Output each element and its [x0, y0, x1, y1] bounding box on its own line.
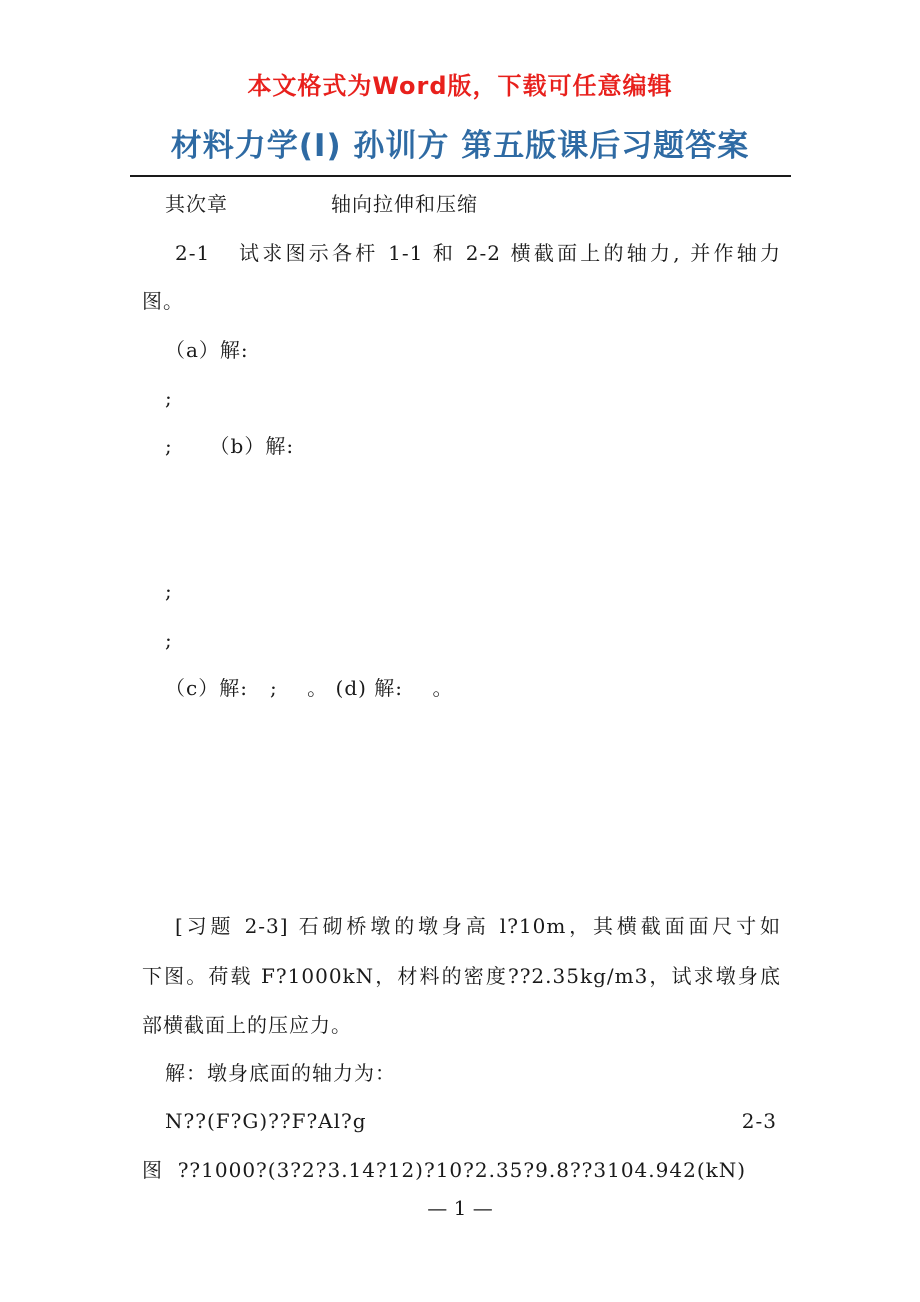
- header-divider: [130, 175, 791, 177]
- semicolon-line: ;: [165, 628, 173, 652]
- document-title: 材料力学(I) 孙训方 第五版课后习题答案: [170, 128, 750, 164]
- solution-intro: 解：墩身底面的轴力为：: [165, 1061, 396, 1085]
- solution-b-label: ; （b）解:: [165, 434, 295, 458]
- equation-axial-force: N??(F?G)??F?Al?g: [165, 1109, 367, 1133]
- problem-2-3-line2: 下图。荷载 F?1000kN，材料的密度??2.35kg/m3，试求墩身底: [142, 964, 781, 988]
- chapter-heading: 其次章 轴向拉伸和压缩: [165, 192, 479, 216]
- equation-result: 图 ??1000?(3?2?3.14?12)?10?2.35?9.8??3104.942(kN): [142, 1158, 747, 1182]
- page-number: — 1 —: [427, 1196, 493, 1220]
- figure-label: 2-3: [741, 1109, 777, 1133]
- semicolon-line: ;: [165, 386, 173, 410]
- semicolon-line: ;: [165, 579, 173, 603]
- solution-a-label: （a）解:: [165, 338, 249, 362]
- problem-2-3-line1: [习题 2-3] 石砌桥墩的墩身高 l?10m，其横截面面尺寸如: [175, 914, 781, 938]
- solution-c-d-line: （c）解: ; 。 (d) 解: 。: [165, 676, 454, 700]
- problem-2-3-line3: 部横截面上的压应力。: [142, 1013, 352, 1037]
- problem-2-1-line2: 图。: [142, 289, 184, 313]
- download-banner: 本文格式为Word版，下载可任意编辑: [247, 72, 673, 100]
- problem-2-1-line1: 2-1 试求图示各杆 1-1 和 2-2 横截面上的轴力, 并作轴力: [175, 241, 781, 265]
